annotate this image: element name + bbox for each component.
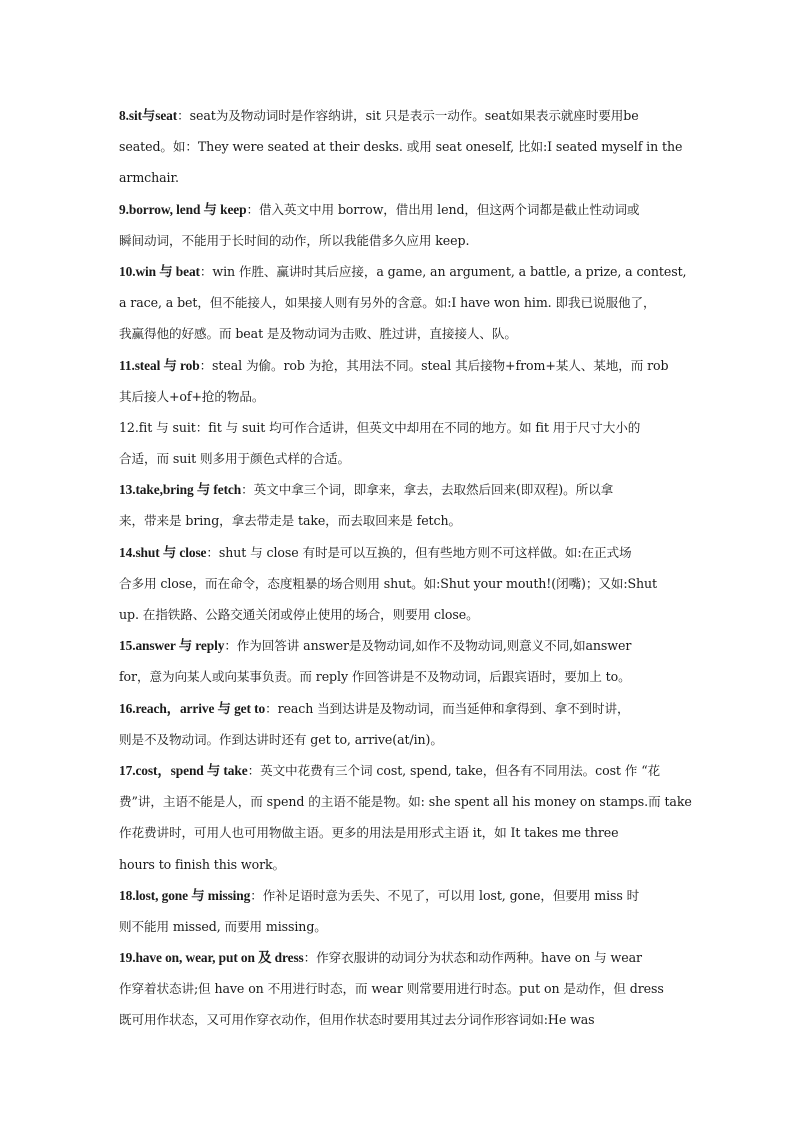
entry-heading: 19.have on, wear, put on 及 dress — [119, 950, 304, 966]
text-line — [119, 911, 681, 942]
line-text: ：seat为及物动词时是作容纳讲，sit 只是表示一动作。seat如果表示就座时要用be — [177, 108, 639, 123]
entry-14 — [119, 537, 681, 631]
line-text: for，意为向某人或向某事负责。而 reply 作回答讲是不及物动词，后跟宾语时，要加上 to。 — [119, 669, 631, 685]
line-text: 瞬间动词，不能用于长时间的动作，所以我能借多久应用 keep. — [119, 232, 470, 248]
entry-heading: 17.cost，spend 与 take — [119, 762, 248, 778]
text-line — [119, 350, 681, 381]
entry-17 — [119, 755, 692, 880]
line-text: ：作补足语时意为丢失、不见了，可以用 lost, gone，但要用 miss 时 — [250, 887, 640, 903]
entry-heading: 18.lost, gone 与 missing — [119, 887, 251, 903]
line-text: armchair. — [119, 170, 179, 186]
entry-8 — [119, 100, 681, 194]
entry-heading: 11.steal 与 rob — [119, 357, 200, 373]
text-line — [119, 100, 681, 131]
text-line — [119, 661, 681, 692]
line-text: ：借入英文中用 borrow，借出用 lend，但这两个词都是截止性动词或 — [246, 201, 640, 217]
line-text: a race, a bet，但不能接人，如果接人则有另外的含意。如:I have won him. 即我已说服他了， — [119, 295, 656, 311]
entry-heading: 13.take,bring 与 fetch — [119, 482, 242, 498]
text-line — [119, 755, 681, 786]
line-text: 作穿着状态讲;但 have on 不用进行时态，而 wear 则常要用进行时态。put on 是动作，但 dress — [119, 981, 664, 997]
text-line — [119, 287, 681, 318]
text-line — [119, 194, 681, 225]
line-text: seated。如：They were seated at their desks. 或用 seat oneself, 比如:I seated myself in the — [119, 139, 683, 155]
line-text: 则是不及物动词。作到达讲时还有 get to, arrive(at/in)。 — [119, 731, 443, 747]
entry-19 — [119, 942, 681, 1036]
line-text: 来，带来是 bring，拿去带走是 take，而去取回来是 fetch。 — [119, 513, 461, 529]
text-line — [119, 942, 681, 973]
text-line — [119, 568, 681, 599]
text-line — [119, 131, 681, 162]
line-text: ：win 作胜、赢讲时其后应接，a game, an argument, a battle, a prize, a contest, — [199, 263, 687, 279]
text-line — [119, 162, 681, 193]
line-text: 费”讲，主语不能是人，而 spend 的主语不能是物。如: she spent all his money on stamps.而 take — [119, 794, 692, 810]
entry-heading: 10.win 与 beat — [119, 263, 200, 279]
entry-10 — [119, 256, 687, 350]
text-line — [119, 786, 692, 817]
line-text: ：作为回答讲 answer是及物动词,如作不及物动词,则意义不同,如answer — [224, 638, 632, 654]
line-text: 作花费讲时，可用人也可用物做主语。更多的用法是用形式主语 it，如 It takes me three — [119, 825, 619, 841]
entry-18 — [119, 880, 681, 942]
text-line — [119, 880, 681, 911]
line-text: 我赢得他的好感。而 beat 是及物动词为击败、胜过讲，直接接人、队。 — [119, 326, 517, 342]
entry-heading: 9.borrow, lend 与 keep — [119, 201, 247, 217]
line-text: 合多用 close，而在命令，态度粗暴的场合则用 shut。如:Shut your mouth!(闭嘴)；又如:Shut — [119, 575, 658, 591]
text-line — [119, 973, 681, 1004]
entry-16 — [119, 693, 681, 755]
entry-heading: 8.sit与seat — [119, 108, 178, 123]
text-line — [119, 817, 681, 848]
text-line — [119, 1004, 681, 1035]
text-line — [119, 256, 687, 287]
line-text: ：reach 当到达讲是及物动词，而当延伸和拿得到、拿不到时讲， — [265, 700, 630, 716]
line-text: ：steal 为偷。rob 为抢，其用法不同。steal 其后接物+from+某人、某地，而 rob — [199, 357, 669, 373]
line-text: 既可用作状态，又可用作穿衣动作，但用作状态时要用其过去分词作形容词如:He was — [119, 1012, 595, 1028]
line-text: 合适，而 suit 则多用于颜色式样的合适。 — [119, 451, 350, 467]
entry-heading: 15.answer 与 reply — [119, 638, 225, 654]
text-line — [119, 318, 681, 349]
text-line — [119, 630, 681, 661]
text-line — [119, 693, 681, 724]
text-line — [119, 849, 681, 880]
line-text: ：英文中拿三个词，即拿来，拿去，去取然后回来(即双程)。所以拿 — [241, 482, 614, 498]
entry-15 — [119, 630, 681, 692]
line-text: 则不能用 missed, 而要用 missing。 — [119, 918, 327, 934]
text-line — [119, 381, 681, 412]
text-line — [119, 724, 681, 755]
text-line — [119, 443, 681, 474]
line-text: hours to finish this work。 — [119, 856, 286, 872]
entry-12 — [119, 412, 681, 474]
entry-11 — [119, 350, 681, 412]
text-line — [119, 599, 681, 630]
line-text: ：英文中花费有三个词 cost, spend, take，但各有不同用法。cost 作 “花 — [247, 762, 661, 778]
line-text: ：shut 与 close 有时是可以互换的，但有些地方则不可这样做。如:在正式场 — [206, 544, 632, 560]
entry-heading: 14.shut 与 close — [119, 544, 207, 560]
text-line — [119, 505, 681, 536]
entry-heading: 16.reach，arrive 与 get to — [119, 700, 266, 716]
entry-13 — [119, 474, 681, 536]
line-text: 其后接人+of+抢的物品。 — [119, 388, 265, 404]
text-line — [119, 474, 681, 505]
text-line — [119, 537, 681, 568]
entry-9 — [119, 194, 681, 256]
document-body — [119, 100, 692, 1036]
text-line — [119, 412, 681, 443]
line-text: ：作穿衣服讲的动词分为状态和动作两种。have on 与 wear — [303, 950, 642, 966]
line-text: up. 在指铁路、公路交通关闭或停止使用的场合，则要用 close。 — [119, 607, 479, 622]
text-line — [119, 225, 681, 256]
line-text: 12.fit 与 suit：fit 与 suit 均可作合适讲，但英文中却用在不同的地方。如 fit 用于尺寸大小的 — [119, 419, 641, 435]
